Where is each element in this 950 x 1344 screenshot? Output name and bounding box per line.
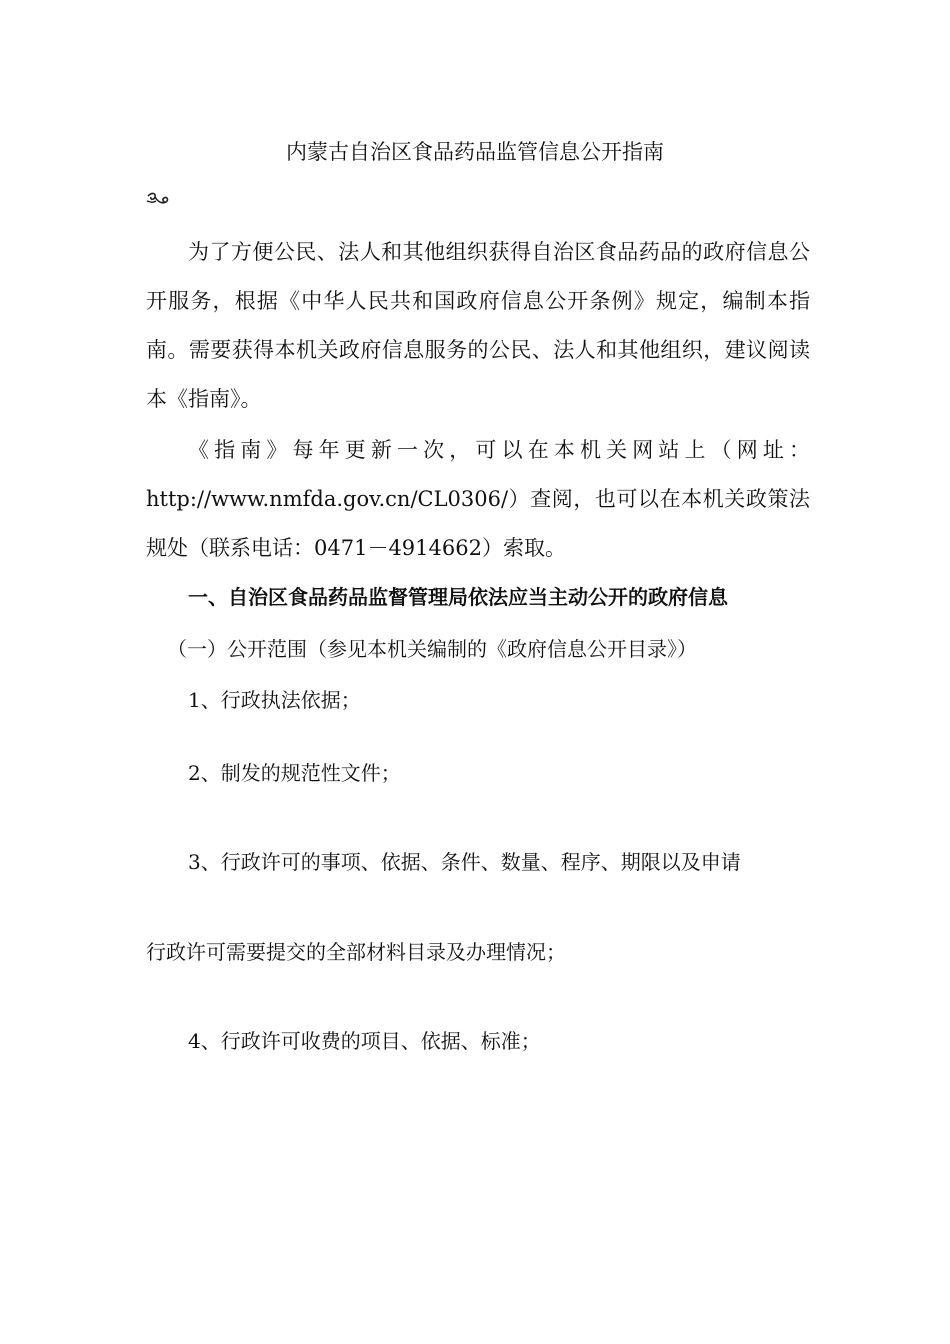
- subsection-heading: （一）公开范围（参见本机关编制的《政府信息公开目录》）: [167, 637, 697, 661]
- list-item: 1、行政执法依据；: [188, 688, 361, 712]
- list-item: 3、行政许可的事项、依据、条件、数量、程序、期限以及申请: [188, 850, 741, 874]
- guide-update-paragraph: 《指南》每年更新一次，可以在本机关网站上（网址：http://www.nmfda.gov.cn/CL0306/）查阅，也可以在本机关政策法规处（联系电话：0471－4914662）索取。: [146, 438, 810, 560]
- document-title: 内蒙古自治区食品药品监管信息公开指南: [286, 140, 664, 164]
- section-heading: 一、自治区食品药品监督管理局依法应当主动公开的政府信息: [188, 585, 728, 609]
- intro-paragraph: 为了方便公民、法人和其他组织获得自治区食品药品的政府信息公开服务，根据《中华人民共和国政府信息公开条例》规定，编制本指南。需要获得本机关政府信息服务的公民、法人和其他组织，建议阅读本《指南》。: [146, 240, 810, 411]
- scroll-flourish-icon: [146, 190, 170, 210]
- list-item: 2、制发的规范性文件；: [188, 761, 401, 785]
- list-item: 4、行政许可收费的项目、依据、标准；: [188, 1029, 541, 1053]
- list-item-continuation: 行政许可需要提交的全部材料目录及办理情况；: [146, 940, 566, 964]
